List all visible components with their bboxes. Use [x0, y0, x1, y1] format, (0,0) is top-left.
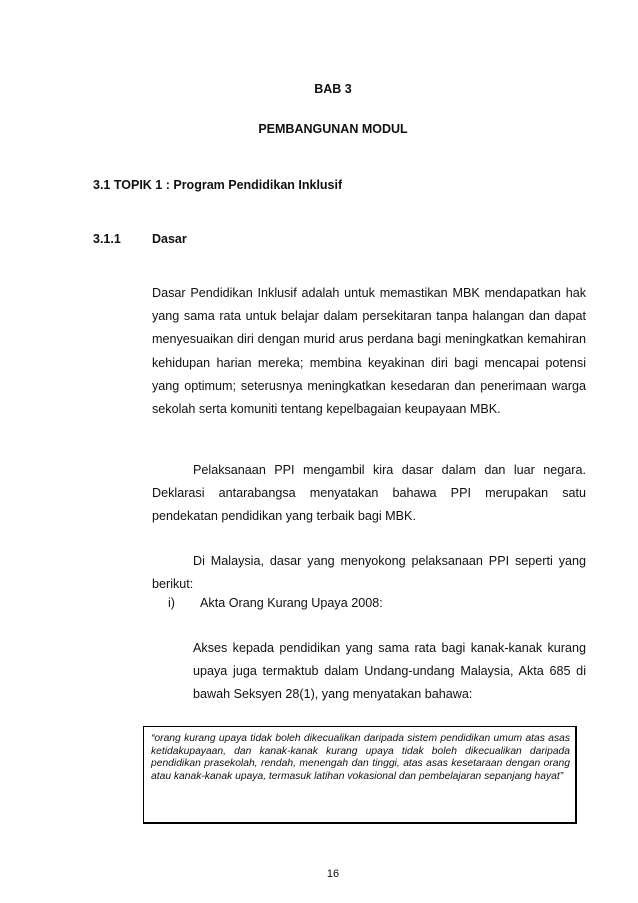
subsection-title: Dasar [152, 232, 187, 246]
paragraph-malaysia: Di Malaysia, dasar yang menyokong pelaksanaan PPI seperti yang berikut: [152, 554, 586, 592]
quote-text: “orang kurang upaya tidak boleh dikecualikan daripada sistem pendidikan umum atas asas ketidakupayaan, dan kanak-kanak kurang upaya tidak boleh dikecualikan daripada pendidikan prasekolah, rendah, menengah dan tinggi, atas asas kesetaraan dengan orang atau kanak-kanak upaya, termasuk latihan vokasional dan pembelajaran sepanjang hayat” [151, 733, 570, 782]
page-number: 16 [326, 868, 340, 880]
paragraph-policy: Dasar Pendidikan Inklusif adalah untuk memastikan MBK mendapatkan hak yang sama rata untuk belajar dalam persekitaran tanpa halangan dan dapat menyesuaikan diri dengan murid arus perdana bagi meningkatkan kemahiran kehidupan harian mereka; membina keyakinan diri bagi mencapai potensi yang optimum; seterusnya meningkatkan kesedaran dan penerimaan warga sekolah serta komuniti tentang kepelbagaian keupayaan MBK. [152, 286, 586, 417]
paragraph-implementation: Pelaksanaan PPI mengambil kira dasar dalam dan luar negara. Deklarasi antarabangsa menyatakan bahawa PPI merupakan satu pendekatan pendidikan yang terbaik bagi MBK. [152, 463, 586, 524]
paragraph-act-685: Akses kepada pendidikan yang sama rata bagi kanak-kanak kurang upaya juga termaktub dalam Undang-undang Malaysia, Akta 685 di bawah Seksyen 28(1), yang menyatakan bahawa: [193, 641, 586, 702]
list-marker: i) [168, 596, 175, 610]
subsection-number: 3.1.1 [93, 232, 121, 246]
topic-heading: 3.1 TOPIK 1 : Program Pendidikan Inklusif [93, 178, 343, 192]
quote-box [143, 726, 577, 824]
module-title: PEMBANGUNAN MODUL [258, 122, 408, 136]
chapter-heading: BAB 3 [314, 82, 352, 96]
list-item-act: Akta Orang Kurang Upaya 2008: [200, 596, 383, 610]
